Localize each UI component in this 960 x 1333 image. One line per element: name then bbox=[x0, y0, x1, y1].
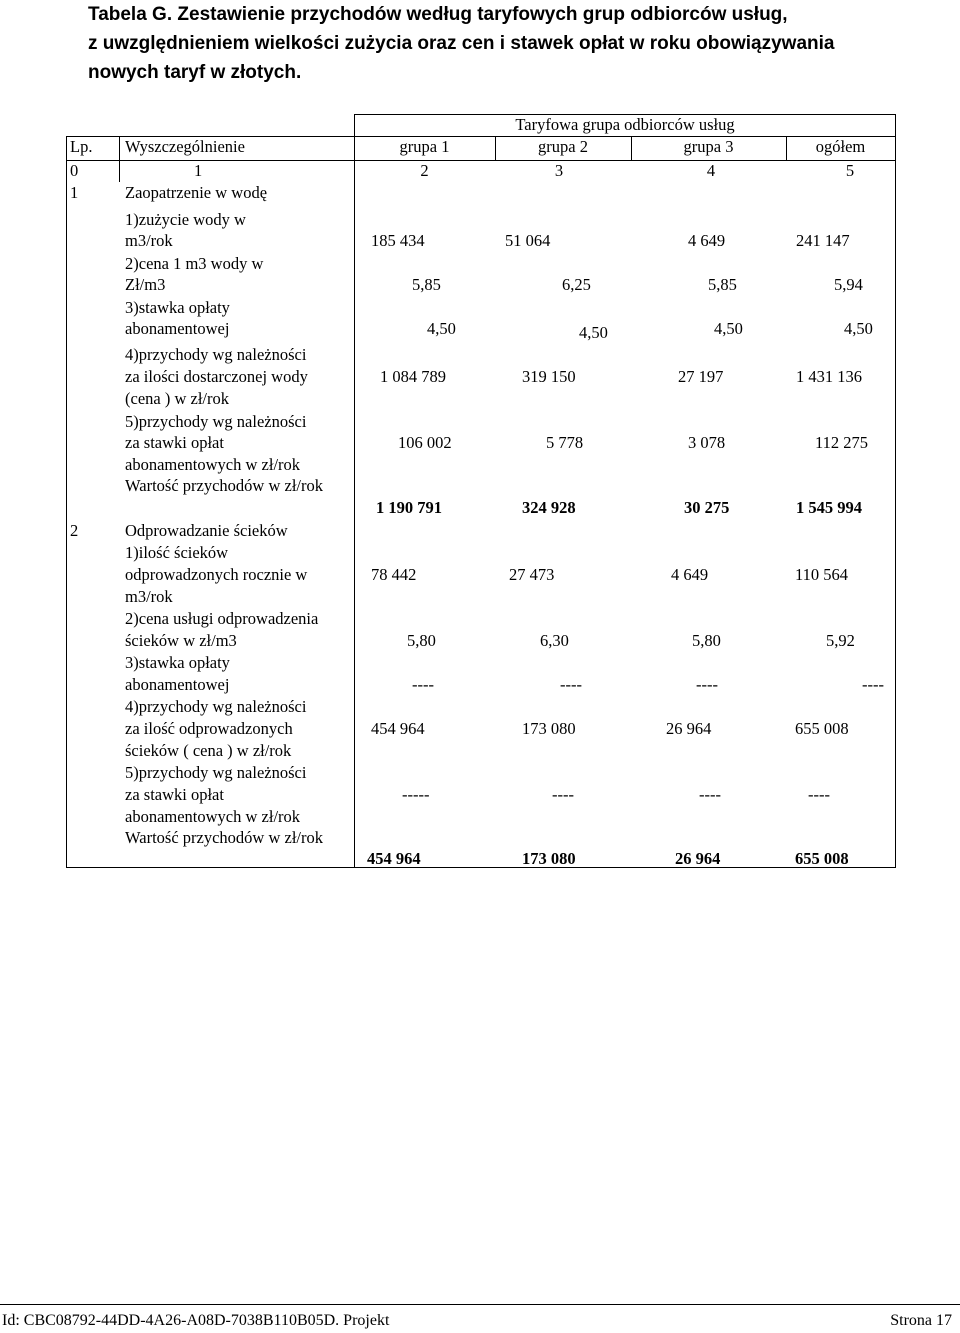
s1-row1-label-2: m3/rok bbox=[125, 231, 173, 250]
s2-row5-total: ---- bbox=[808, 785, 830, 804]
s1-row5-label-3: abonamentowych w zł/rok bbox=[125, 455, 301, 474]
s2-row4-label-3: ścieków ( cena ) w zł/rok bbox=[125, 741, 292, 760]
document-title bbox=[88, 0, 928, 87]
section-1-lp: 1 bbox=[70, 183, 79, 202]
header-total: ogółem bbox=[815, 137, 866, 156]
s1-total-g1: 1 190 791 bbox=[376, 498, 442, 517]
s1-row3-g3: 4,50 bbox=[714, 319, 743, 338]
s1-row2-total: 5,94 bbox=[834, 275, 863, 294]
revenue-table bbox=[66, 114, 896, 868]
s2-row2-g3: 5,80 bbox=[692, 631, 721, 650]
s1-row4-g2: 319 150 bbox=[522, 367, 576, 386]
s2-row5-g2: ---- bbox=[552, 785, 574, 804]
s1-row3-label-1: 3)stawka opłaty bbox=[125, 298, 230, 317]
section-1-title: Zaopatrzenie w wodę bbox=[125, 183, 268, 202]
footer-document-id: Id: CBC08792-44DD-4A26-A08D-7038B110B05D. Projekt bbox=[2, 1312, 390, 1329]
s2-row1-label-3: m3/rok bbox=[125, 587, 173, 606]
s1-row4-label-2: za ilości dostarczonej wody bbox=[125, 367, 308, 386]
s1-row2-label-1: 2)cena 1 m3 wody w bbox=[125, 254, 264, 273]
header-lp: Lp. bbox=[70, 137, 93, 156]
s2-row5-g1: ----- bbox=[402, 785, 430, 804]
border-desc bbox=[354, 114, 355, 868]
s2-row4-g3: 26 964 bbox=[666, 719, 712, 738]
section-2-lp: 2 bbox=[70, 521, 79, 540]
s2-row2-g2: 6,30 bbox=[540, 631, 569, 650]
s2-total-total: 655 008 bbox=[795, 849, 849, 868]
s1-row3-label-2: abonamentowej bbox=[125, 319, 230, 338]
s1-row3-g1: 4,50 bbox=[427, 319, 456, 338]
footer-divider bbox=[0, 1304, 960, 1305]
s2-row5-label-1: 5)przychody wg należności bbox=[125, 763, 307, 782]
title-line-1: Tabela G. Zestawienie przychodów według taryfowych grup odbiorców usług, bbox=[88, 4, 788, 25]
s1-row1-g2: 51 064 bbox=[505, 231, 551, 250]
header-group-1: grupa 1 bbox=[399, 137, 450, 156]
s1-total-g3: 30 275 bbox=[684, 498, 730, 517]
s1-row5-label-1: 5)przychody wg należności bbox=[125, 412, 307, 431]
s1-row2-g2: 6,25 bbox=[562, 275, 591, 294]
s2-row4-g2: 173 080 bbox=[522, 719, 576, 738]
section-2-title: Odprowadzanie ścieków bbox=[125, 521, 288, 540]
s2-row1-label-2: odprowadzonych rocznie w bbox=[125, 565, 308, 584]
s1-row5-g1: 106 002 bbox=[398, 433, 452, 452]
s2-total-label: Wartość przychodów w zł/rok bbox=[125, 828, 323, 847]
s1-row1-g1: 185 434 bbox=[371, 231, 425, 250]
s2-row5-label-2: za stawki opłat bbox=[125, 785, 224, 804]
border-left bbox=[66, 136, 67, 868]
s2-row4-g1: 454 964 bbox=[371, 719, 425, 738]
border-bottom bbox=[66, 867, 896, 868]
s1-row4-label-1: 4)przychody wg należności bbox=[125, 345, 307, 364]
num-5: 5 bbox=[845, 161, 855, 180]
s2-total-g1: 454 964 bbox=[367, 849, 421, 868]
s1-row1-total: 241 147 bbox=[796, 231, 850, 250]
s1-row2-g3: 5,85 bbox=[708, 275, 737, 294]
s1-row3-g2: 4,50 bbox=[579, 323, 608, 342]
s1-row3-total: 4,50 bbox=[844, 319, 873, 338]
num-2: 2 bbox=[420, 161, 429, 180]
footer-page-number: Strona 17 bbox=[890, 1312, 952, 1329]
s2-row3-g3: ---- bbox=[696, 675, 718, 694]
s1-row5-label-2: za stawki opłat bbox=[125, 433, 224, 452]
s2-row5-g3: ---- bbox=[699, 785, 721, 804]
s2-row3-label-1: 3)stawka opłaty bbox=[125, 653, 230, 672]
s2-row1-g2: 27 473 bbox=[509, 565, 555, 584]
border-lp bbox=[119, 136, 120, 182]
s2-row4-label-1: 4)przychody wg należności bbox=[125, 697, 307, 716]
s2-row5-label-3: abonamentowych w zł/rok bbox=[125, 807, 301, 826]
s2-row4-label-2: za ilość odprowadzonych bbox=[125, 719, 293, 738]
s1-row2-label-2: Zł/m3 bbox=[125, 275, 166, 294]
border-right bbox=[895, 114, 896, 868]
s2-row1-total: 110 564 bbox=[795, 565, 849, 584]
num-4: 4 bbox=[706, 161, 716, 180]
s1-row5-g3: 3 078 bbox=[688, 433, 726, 452]
s1-row4-g1: 1 084 789 bbox=[380, 367, 446, 386]
s2-row1-label-1: 1)ilość ścieków bbox=[125, 543, 229, 562]
s1-row1-label-1: 1)zużycie wody w bbox=[125, 210, 246, 229]
s1-row4-label-3: (cena ) w zł/rok bbox=[125, 389, 229, 408]
header-group-3: grupa 3 bbox=[683, 137, 734, 156]
s2-row1-g3: 4 649 bbox=[671, 565, 709, 584]
s2-total-g3: 26 964 bbox=[675, 849, 721, 868]
num-0: 0 bbox=[70, 161, 79, 180]
s1-total-total: 1 545 994 bbox=[796, 498, 862, 517]
s1-total-label: Wartość przychodów w zł/rok bbox=[125, 476, 323, 495]
s1-row5-g2: 5 778 bbox=[546, 433, 584, 452]
title-line-2: z uwzględnieniem wielkości zużycia oraz cen i stawek opłat w roku obowiązywania bbox=[88, 33, 835, 54]
s2-row2-label-1: 2)cena usługi odprowadzenia bbox=[125, 609, 319, 628]
s1-row1-g3: 4 649 bbox=[688, 231, 726, 250]
header-group-2: grupa 2 bbox=[538, 137, 588, 156]
num-1: 1 bbox=[194, 161, 203, 180]
num-3: 3 bbox=[554, 161, 564, 180]
s1-row4-g3: 27 197 bbox=[678, 367, 724, 386]
s2-row3-total: ---- bbox=[862, 675, 884, 694]
group-header: Taryfowa grupa odbiorców usług bbox=[515, 115, 735, 134]
s1-row5-total: 112 275 bbox=[815, 433, 869, 452]
s2-row2-g1: 5,80 bbox=[407, 631, 436, 650]
s2-row2-label-2: ścieków w zł/m3 bbox=[125, 631, 237, 650]
s1-row2-g1: 5,85 bbox=[412, 275, 441, 294]
s2-row4-total: 655 008 bbox=[795, 719, 849, 738]
s2-row3-g2: ---- bbox=[560, 675, 582, 694]
s2-row3-label-2: abonamentowej bbox=[125, 675, 230, 694]
s1-total-g2: 324 928 bbox=[522, 498, 576, 517]
s1-row4-total: 1 431 136 bbox=[796, 367, 862, 386]
s2-row2-total: 5,92 bbox=[826, 631, 855, 650]
s2-total-g2: 173 080 bbox=[522, 849, 576, 868]
s2-row1-g1: 78 442 bbox=[371, 565, 417, 584]
header-description: Wyszczególnienie bbox=[125, 137, 245, 156]
s2-row3-g1: ---- bbox=[412, 675, 434, 694]
title-line-3: nowych taryf w złotych. bbox=[88, 62, 302, 83]
